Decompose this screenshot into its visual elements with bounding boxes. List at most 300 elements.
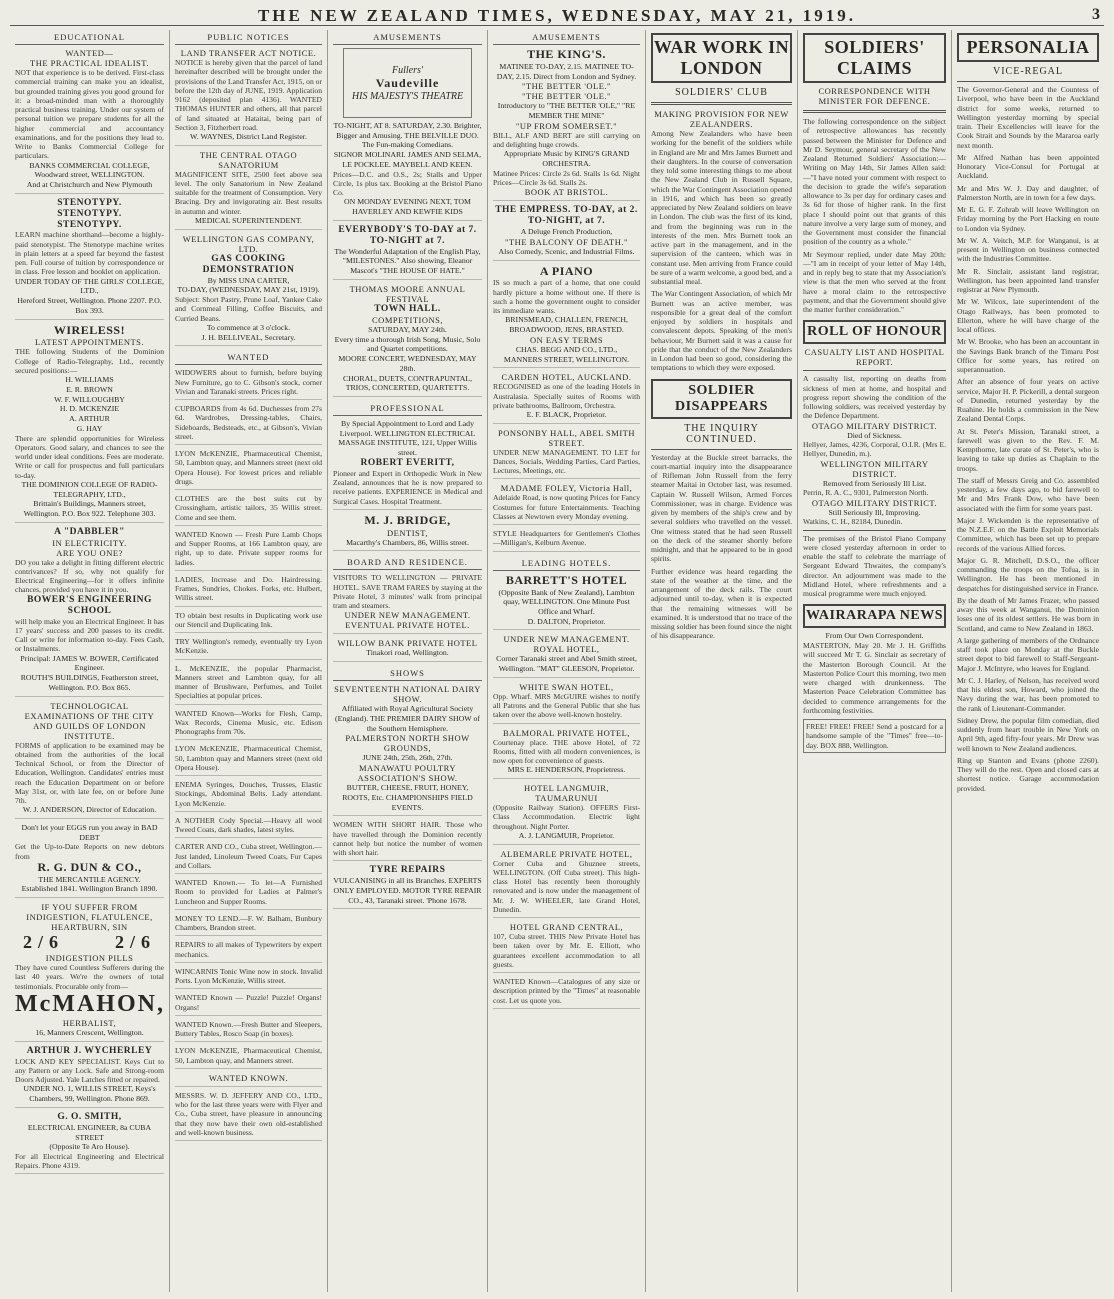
personalia-item: Ring up Stanton and Evans (phone 2260). They will do the rest. Open and closed cars at shortest notice. Garage accommodation provided. [957, 755, 1099, 793]
wanted-text: ENEMA Syringes, Douches, Trusses, Elastic Stockings, Abdominal Belts. Lady attendant. Lyon McKenzie. [175, 780, 322, 808]
wanted-item [175, 780, 322, 812]
gas-demo-by: By MISS UNA CARTER, [207, 275, 290, 285]
personalia-item: The staff of Messrs Greig and Co. assembled yesterday, a few days ago, to bid farewell to Mr and Mrs Frank Dow, who have been associated with the firm for some years past. [957, 475, 1099, 513]
wireless-name: A. ARTHUR [69, 414, 110, 424]
dun-company-name: R. G. DUN & CO., [37, 859, 142, 874]
wanted-item [175, 940, 322, 963]
wanted-text: MONEY TO LEND.—F. W. Balham, Bunbury Chambers, Brandon street. [175, 913, 322, 932]
divider [803, 370, 946, 371]
wanted-item [175, 709, 322, 741]
langmuir-signature: A. J. LANGMUIR, Proprietor. [518, 830, 615, 840]
dun-established: Established 1841. Wellington Branch 1890. [21, 884, 158, 894]
wanted-text: WANTED Known.— To let—A Furnished Room to provided for Ladies at Palmer's Luncheon and Supper Rooms. [175, 878, 322, 906]
madame-body: Adelaide Road, is now quoting Prices for Fancy Costumes for future Entertainments. Teaching Classes at Newtown every Monday evening. [493, 493, 640, 521]
smith-name: G. O. SMITH, [57, 1111, 122, 1122]
kings-heading: THE KING'S. [527, 47, 606, 61]
style-ad [493, 529, 640, 552]
price-right: 2/6 [114, 932, 156, 953]
wycherley-body: LOCK AND KEY SPECIALIST. Keys Cut to any Pattern or any Lock. Safe and Strong-room Doors Adjusted. Yale Latches fitted or repaired. [15, 1056, 164, 1085]
empress-show: "THE BALCONY OF DEATH." [505, 236, 628, 247]
divider [651, 102, 792, 105]
wireless-name: H. D. MCKENZIE [59, 404, 120, 414]
grand-heading: HOTEL GRAND CENTRAL, [509, 922, 624, 933]
wanted-text: WANTED Known—Works for Flesh, Camp, Wax Records, Cinema Music, etc. Edison Phonographs from 70s. [175, 708, 322, 736]
royal-hotel-ad [493, 634, 640, 677]
wanted-header: WANTED [175, 350, 322, 365]
pills-name: INDIGESTION PILLS [45, 953, 134, 964]
dominion-college-name: THE DOMINION COLLEGE OF RADIO-TELEGRAPHY, LTD., [21, 479, 158, 499]
willow-heading: WILLOW BANK PRIVATE HOTEL [337, 638, 478, 649]
wellington-names: Perrin, R. A. C., 9301, Palmerston North. [803, 488, 929, 498]
column-soldiers-claims [798, 30, 952, 1292]
wanted-text: LYON McKENZIE, Pharmaceutical Chemist, 50, Lambton quay, and Manners street. [175, 1046, 322, 1065]
divider [957, 81, 1099, 82]
wanted-item [175, 1073, 322, 1087]
making-body-2: The War Contingent Association, of which Mr Burnett was an active member, was responsible for a great deal of the comfort enjoyed by soldiers in hospitals and convalescent depots. Speaking of the men's behaviour, Mr Burnett said it was a cause for pride that the conduct of the New Zealanders in London had been so good, considering the temptations to which they were exposed. [651, 289, 792, 373]
manawatu-body: BUTTER, CHEESE, FRUIT, HONEY, ROOTS, Etc. CHAMPIONSHIPS FIELD EVENTS. [342, 783, 473, 812]
wireless-name: G. HAY [76, 423, 103, 433]
gas-demo-ad [175, 234, 322, 347]
column-header: AMUSEMENTS [493, 30, 640, 45]
manawatu-heading: MANAWATU POULTRY ASSOCIATION'S SHOW. [357, 763, 458, 784]
wycherley-ad [15, 1046, 164, 1108]
wireless-heading: WIRELESS! [53, 322, 126, 337]
wanted-text: CUPBOARDS from 4s 6d. Duchesses from 27s 6d. Wardrobes, Dressing-tables, Chairs, Sideboards, Bedsteads, etc., at Gibson's, Vivian street. [175, 404, 322, 441]
bridge-dentist-ad [333, 514, 482, 552]
column-amusements-left [328, 30, 488, 1292]
moore-concert: MOORE CONCERT, WEDNESDAY, MAY 28th. [338, 354, 477, 373]
barretts-heading: BARRETT'S HOTEL [505, 572, 628, 587]
balmoral-heading: BALMORAL PRIVATE HOTEL, [503, 727, 630, 738]
personalia-item: Mr C. J. Harley, of Nelson, has received word that his eldest son, Howard, who joined the Navy during the war, has been promoted to the rank of Lieutenant-Commander. [957, 675, 1099, 713]
fullers-monday: ON MONDAY EVENING NEXT, TOM HAVERLEY AND KEWFIE KIDS [344, 197, 471, 217]
wanted-text: TRY Wellington's remedy, eventually try Lyon McKenzie. [175, 637, 322, 656]
smith-body: For all Electrical Engineering and Electrical Repairs. Phone 4319. [15, 1151, 164, 1171]
soldiers-claims-subtitle: CORRESPONDENCE WITH MINISTER FOR DEFENCE. [818, 86, 931, 106]
personalia-item: After an absence of four years on active service, Major H. P. Pickerill, a dental surgeon of Dunedin, returned yesterday by the Ruahine. He holds a commission in the New Zealand Dental Corps. [957, 377, 1099, 424]
wanted-item [175, 744, 322, 776]
carden-heading: CARDEN HOTEL, AUCKLAND. [501, 372, 632, 383]
wellington-sub: Removed from Seriously Ill List. [822, 478, 927, 488]
personalia-item: Mr E. G. F. Zohrab will leave Wellington on Friday morning by the Port Hacking en route to London via Sydney. [957, 205, 1099, 233]
wanted-text: A NOTHER Cody Special.—Heavy all wool Tweed Coats, dark shades, latest styles. [175, 815, 322, 834]
style-body: STYLE Headquarters for Gentlemen's Clothes—Milligan's, Kelburn Avenue. [493, 529, 640, 548]
otago-heading: OTAGO MILITARY DISTRICT. [811, 420, 938, 431]
personalia-item: Mr W. Brooke, who has been an accountant in the Savings Bank branch of the Timaru Post Office for some years, has retired on superannuation. [957, 337, 1099, 374]
divider [803, 110, 946, 113]
dabbler-body: DO you take a delight in fitting different electric contrivances? If so, why not qualify for Electrical Engineering—for it offers infinite chances, provided you have it in you. [15, 557, 164, 595]
kings-show2: "UP FROM SOMERSET." [515, 120, 618, 131]
wanted-text: TO obtain best results in Duplicating work use our Stencil and Duplicating Ink. [175, 610, 322, 629]
roll-of-honour-subtitle: CASUALTY LIST AND HOSPITAL REPORT. [804, 347, 945, 368]
otago2-heading: OTAGO MILITARY DISTRICT. [811, 497, 938, 508]
wanted-item [175, 575, 322, 607]
stenotypy-word: STENOTYPY. [57, 197, 122, 208]
wanted-item [175, 967, 322, 990]
gas-company-heading: WELLINGTON GAS COMPANY, LTD. [182, 233, 315, 254]
tyre-body: VULCANISING in all its Branches. EXPERTS ONLY EMPLOYED. MOTOR TYRE REPAIR CO., 43, Taranaki street. 'Phone 1678. [333, 876, 482, 905]
logo-mid-text: Vaudeville [375, 75, 440, 90]
tyre-repairs-ad [333, 865, 482, 909]
gas-demo-signature: J. H. BELLIVEAL, Secretary. [201, 332, 296, 342]
willow-bank-ad [333, 638, 482, 662]
wanted-text: CARTER AND CO., Cuba street, Wellington.—Just landed, Linoleum Tweed Coats, Fur Capes and Collars. [175, 842, 322, 870]
everitt-desc: Pioneer and Expert in Orthopedic Work in New Zealand, announces that he is now prepared to receive patients. EXPERIENCE in Medical and Surgical Cases. Hospital Treatment. [333, 468, 482, 506]
stenotypy-body: LEARN machine shorthand—become a highly-paid stenotypist. The Stenotype machine writes in plain letters at a speed far beyond the fastest pen. Full course of tuition by correspondence or in class. Free lesson and booklet on application. [15, 230, 164, 277]
kings-book: BOOK AT BRISTOL. [524, 187, 609, 198]
grand-body: 107, Cuba street. THIS New Private Hotel has been taken over by Mr. E. Elliott, who guarantees excellent accommodation to all guests. [493, 932, 640, 969]
empress-sub: A Deluge French Production, [520, 227, 613, 237]
barretts-signature: D. DALTON, Proprietor. [527, 616, 606, 626]
bristol-body: The premises of the Bristol Piano Company were closed yesterday afternoon in order to enable the staff to celebrate the marriage of Sergeant Edward Thwaites, the company's director. An adjournment was made to the Midland Hotel, where refreshments and a musical programme were much enjoyed. [803, 533, 946, 599]
claims-body: The following correspondence on the subject of retrospective allowances has recently passed between the Minister for Defence and Mr D. Seymour, general secretary of the New Zealand Returned Soldiers' Association:— Writing on May 14th, Sir James Allen said:—"I have noted your comment with respect to the decision to grade the wife's separation allowance to 3s per day for ordinary cases and 3s 6d for those of higher rank. In the first place I should point out that grants of this nature involve a very large sum of money, and the Government must consider the financial position of the country as a whole." [803, 117, 946, 247]
wanted-text: LADIES, Increase and Do. Hairdressing. Frames, Sundries, Chokes. Forks, etc. Hulbert, Willis street. [175, 574, 322, 603]
column-header: EDUCATIONAL [15, 30, 164, 45]
moore-list: CHORAL, DUETS, CONTRAPUNTAL, TRIOS, CONCERTED, QUARTETTS. [342, 373, 473, 393]
women-short-hair [333, 820, 482, 861]
disappears-body-2: Further evidence was heard regarding the state of the weather at the time, and the arrangement of the deck rails. The court adjourned until to-day, when it is expected that the remaining witnesses will be examined. It is understood that no trace of the missing soldier has been found since the night of his disappearance. [651, 566, 792, 641]
bowers-school-name: BOWER'S ENGINEERING SCHOOL [27, 594, 152, 616]
langmuir-hotel-ad [493, 783, 640, 844]
price-row [15, 932, 164, 953]
board-header: BOARD AND RESIDENCE. [333, 555, 482, 570]
sanatorium-body: MAGNIFICENT SITE, 2500 feet above sea level. The only Sanatorium in New Zealand suitable for the treatment of Consumption. Very Bracing. Dry and invigorating air. Best results in autumn and winter. [175, 169, 322, 216]
ponsonby-heading: PONSONBY HALL, ABEL SMITH STREET. [497, 427, 636, 448]
wanted-text: CLOTHES are the best suits cut by Crossingham, artistic tailors, 35 Willis street. Come and see them. [175, 494, 322, 522]
ponsonby-body: UNDER NEW MANAGEMENT. TO LET for Dances, Socials, Wedding Parties, Card Parties, Lectures, Meetings, etc. [493, 447, 640, 476]
personalia-item: A large gathering of members of the Ordnance staff took place on Monday at the Buckle street depot to bid farewell to Staff-Sergeant-Major J. McIntyre, who leaves for England. [957, 635, 1099, 673]
shows-header: SHOWS [333, 666, 482, 681]
wanted-item [175, 914, 322, 937]
moore-venue: TOWN HALL. [374, 303, 441, 314]
wanted-text: WANTED Known.—Fresh Butter and Sleepers, Buttery Tables, Rosco Soap (in boxes). [175, 1019, 322, 1038]
column-public-notices [170, 30, 328, 1292]
wireless-name: W. F. WILLOUGHBY [54, 394, 125, 404]
madame-heading: MADAME FOLEY, Victoria Hall, [500, 483, 633, 494]
carden-body: RECOGNISED as one of the leading Hotels in Australasia. Specially suites of Rooms with private bathrooms, Ballroom, Orchestra. [493, 382, 640, 410]
wanted-text: LYON McKENZIE, Pharmaceutical Chemist, 50, Lambton quay, and Manners street (next old Opera House). For lowest prices and reliable drugs. [175, 449, 322, 486]
kings-show: "THE BETTER 'OLE." [522, 91, 611, 102]
wanted-text: LYON McKENZIE, Pharmaceutical Chemist, 50, Lambton quay and Manners street (next old Opera House). [175, 744, 322, 772]
piano-address: MANNERS STREET, WELLINGTON. [503, 354, 630, 364]
vice-regal-subtitle: VICE-REGAL [993, 66, 1063, 77]
page-number: 3 [1092, 6, 1100, 23]
practical-idealist-ad [15, 48, 164, 194]
royal-body: Corner Taranaki street and Abel Smith street, Wellington. "MAT" GLEESON, Proprietor. [496, 654, 637, 674]
everitt-ad [333, 419, 482, 510]
soldiers-claims-title: SOLDIERS' CLAIMS [803, 33, 946, 83]
column-header: PUBLIC NOTICES [175, 30, 322, 45]
personalia-item: Major G. R. Mitchell, D.S.O., the officer commanding the troops on the Tofua, is in Wellington. He has been mentioned in despatches for distinguished service in France. [957, 555, 1099, 593]
wireless-ad [15, 324, 164, 523]
personalia-item: At St. Peter's Mission, Taranaki street, a farewell was given to the Rev. F. M. Kempthorne, late curate of St. Peter's, who is leaving to take up duties as Chaplain to the troops. [957, 426, 1099, 473]
personalia-item: The Governor-General and the Countess of Liverpool, who have been in the Auckland district for some weeks, returned to Wellington yesterday morning by special train. Their Excellencies will leave for the Cook Strait and Sounds by the Mararoa early next month. [957, 85, 1099, 150]
indigestion-ad [15, 902, 164, 1041]
banks-college-name: BANKS COMMERCIAL COLLEGE, [29, 160, 150, 170]
dabbler-question: ARE YOU ONE? [56, 547, 123, 558]
wanted-text: WIDOWERS about to furnish, before buying New Furniture, go to C. Gibson's stock, corner Vivian and Taranaki streets. Prices right. [175, 368, 322, 396]
banks-college-address: Woodward street, WELLINGTON. [34, 170, 145, 180]
dun-ad [15, 823, 164, 898]
empress-also: Also Comedy, Scenic, and Industrial Films. [498, 246, 635, 256]
stenotypy-word: STENOTYPY. [57, 208, 122, 219]
dairy-body: Affiliated with Royal Agricultural Society (England). THE PREMIER DAIRY SHOW of the Southern Hemisphere. [335, 704, 480, 733]
albemarle-heading: ALBEMARLE PRIVATE HOTEL, [500, 848, 633, 859]
wanted-text: L. McKENZIE, the popular Pharmacist, Manners street and Lambton quay, for all manner of Brushware, Perfumes, and Toilet Specialties at popular prices. [175, 663, 322, 701]
dabbler-subheading: IN ELECTRICITY. [52, 537, 127, 548]
wireless-name: E. R. BROWN [66, 384, 113, 394]
wanted-item [175, 878, 322, 910]
war-work-title: WAR WORK IN LONDON [651, 33, 792, 83]
albemarle-hotel-ad [493, 849, 640, 919]
empress-heading: THE EMPRESS. TO-DAY, at 2. TO-NIGHT, at 7. [495, 205, 638, 227]
balmoral-body: Courtenay place. THE above Hotel, of 72 Rooms, fitted with all modern conveniences, is now open for convenience of guests. [493, 737, 640, 766]
stenotypy-word: STENOTYPY. [57, 219, 122, 230]
dairy-date: JUNE 24th, 25th, 26th, 27th. [362, 753, 453, 763]
wanted-item [175, 1091, 322, 1141]
piano-easy: ON EASY TERMS [529, 334, 604, 345]
land-transfer-body: NOTICE is hereby given that the parcel of land hereinafter described will be brought under the provisions of the Land Transfer Act, 1915, on or before the 12th day of JUNE, 1919. Application 9162 (deposited plan 4136). WANTED THOMAS HUNTER and others, all that parcel of land situated at Hataitai, being part of Section 3, Fitzherbert road. [175, 58, 322, 132]
kings-music: Appropriate Music by KING'S GRAND ORCHESTRA. [503, 149, 630, 168]
soldier-disappears-title: SOLDIER DISAPPEARS [651, 379, 792, 419]
under-management: UNDER NEW MANAGEMENT. [344, 610, 471, 621]
newspaper-title: THE NEW ZEALAND TIMES, WEDNESDAY, MAY 21, 1919. [257, 6, 857, 25]
land-transfer-notice [175, 48, 322, 146]
carden-signature: E. F. BLACK, Proprietor. [526, 410, 607, 419]
land-transfer-heading: LAND TRANSFER ACT NOTICE. [180, 48, 317, 58]
grand-central-ad [493, 922, 640, 973]
price-left: 2/6 [23, 932, 65, 953]
everybodys-heading: EVERYBODY'S TO-DAY at 7. TO-NIGHT at 7. [338, 224, 477, 246]
tech-exam-notice [15, 701, 164, 819]
column-educational [10, 30, 170, 1292]
wireless-subheading: LATEST APPOINTMENTS. [34, 337, 145, 348]
ponsonby-hall-ad [493, 428, 640, 480]
otago2-names: Watkins, C. H., 82184, Dunedin. [803, 517, 903, 527]
wanted-text: WINCARNIS Tonic Wine now in stock. Invalid Ports. Lyon McKenzie, Willis street. [175, 966, 322, 985]
piano-body: IS so much a part of a home, that one could hardly picture a home without one. If there is such a home the government ought to consider its immediate wants. [493, 278, 640, 316]
kings-prices: Matinee Prices: Circle 2s 6d. Stalls 1s 6d. Night Prices—Circle 3s 6d. Stalls 2s. [493, 168, 640, 187]
otago-names: Hellyer, James, 4236, Corporal, O.I.R. (Mrs E. Hellyer, Dunedin, m.). [803, 440, 946, 459]
white-swan-ad [493, 682, 640, 724]
divider [651, 449, 792, 450]
catalogues-ad [493, 977, 640, 1009]
otago2-sub: Still Seriously Ill, Improving. [828, 507, 921, 517]
disappears-body: Yesterday at the Buckle street barracks, the court-martial inquiry into the disappearance of Rifleman John Russell from the ferry steamer Maitai in October last, was resumed. Captain W. Russell Wilson, Armed Forces Commissioner, was in charge. Evidence was given by members of the ship's crew and by several soldiers who travelled on the vessel. One witness stated that he had seen Russell on the deck of the steamer shortly before midnight, and that he appeared to be in good spirits. [651, 452, 792, 564]
wanted-item [175, 637, 322, 660]
barretts-body: (Opposite Bank of New Zealand), Lambton quay, WELLINGTON. One Minute Post Office and Wharf. [498, 587, 635, 616]
ad-heading: WANTED— [65, 48, 114, 58]
smith-title: ELECTRICAL ENGINEER, 8a CUBA STREET [27, 1122, 152, 1142]
women-body: WOMEN WITH SHORT HAIR. Those who have travelled through the Dominion recently cannot help but notice the number of women with short hair. [333, 820, 482, 858]
everybodys-body: The Wonderful Adaptation of the English Play, "MILESTONES." Also showing, Eleanor Mascot's "THE HOUSE OF HATE." [334, 246, 481, 276]
mcmahon-address: 16, Manners Crescent, Wellington. [35, 1027, 144, 1037]
piano-brands: BRINSMEAD, CHALLEN, FRENCH, BROADWOOD, JENS, BRASTED. [505, 315, 628, 335]
wairarapa-sub: From Our Own Correspondent. [825, 631, 924, 641]
empress-ad [493, 205, 640, 260]
albemarle-body: Corner Cuba and Ghuznee streets, WELLINGTON. (Off Cuba street). This high-class Hotel has recently been thoroughly renovated and is now under the management of Mr. J. W. WHEELER, late Grand Hotel, Dunedin. [493, 858, 640, 914]
stenotypy-address: Hereford Street, Wellington. Phone 2207. P.O. Box 393. [17, 296, 162, 315]
kings-also: BILL, ALF AND BERT are still carrying on and delighting huge crowds. [493, 130, 640, 149]
bridge-name: M. J. BRIDGE, [364, 512, 451, 527]
stenotypy-ad [15, 198, 164, 320]
barretts-hotel-ad [493, 574, 640, 631]
wanted-item [175, 1046, 322, 1069]
wireless-body: THE following Students of the Dominion College of Radio-Telegraphy, Ltd., recently secured positions:— [15, 347, 164, 375]
banks-college-branch: And at Christchurch and New Plymouth [26, 179, 153, 189]
ad-subheading: THE PRACTICAL IDEALIST. [30, 58, 149, 68]
personalia-title: PERSONALIA [957, 33, 1099, 62]
dabbler-heading: A "DABBLER" [54, 526, 125, 537]
personalia-item: Mr R. Sinclair, assistant land registrar, Wellington, has been appointed land transfer registrar at New Plymouth. [957, 266, 1099, 294]
wanted-text: WANTED KNOWN. [208, 1072, 289, 1083]
royal-heading: UNDER NEW MANAGEMENT. ROYAL HOTEL, [503, 634, 630, 655]
personalia-item: Sidney Drew, the popular film comedian, died suddenly from heart trouble in New York on April 9th, aged fifty-four years. Mr Drew was well known to New Zealand audiences. [957, 715, 1099, 753]
bridge-title: DENTIST, [387, 527, 428, 538]
sanatorium-apply: MEDICAL SUPERINTENDENT. [195, 215, 302, 225]
carden-hotel-ad [493, 372, 640, 423]
tech-exam-signature: W. J. ANDERSON, Director of Education. [22, 805, 157, 815]
dun-agency: THE MERCANTILE AGENCY. [38, 874, 141, 884]
wanted-item [175, 816, 322, 839]
roll-of-honour-title: ROLL OF HONOUR [803, 320, 946, 344]
wanted-item [175, 404, 322, 445]
wanted-text: WANTED Known — Puzzle! Puzzle! Organs! Organs! [175, 993, 322, 1012]
wanted-item [175, 611, 322, 634]
gas-demo-title: GAS COOKING DEMONSTRATION [202, 253, 295, 275]
everybodys-ad [333, 225, 482, 280]
everitt-body: By Special Appointment to Lord and Lady Liverpool. WELLINGTON ELECTRICAL MASSAGE INSTITUTE, 121, Upper Willis street. [338, 419, 477, 458]
bridge-address: Macarthy's Chambers, 86, Willis street. [346, 537, 469, 547]
making-body: Among New Zealanders who have been working for the benefit of the soldiers while in England are Mr and Mrs James Burnett and their daughters. In the course of conversation they told some interesting things to me about the New Zealand Club in Russell Square, which the War Contingent Association opened in 1916, and which has been so greatly appreciated by New Zealand soldiers on leave in London. The club was the first of its kind, and from the beginning was run in the interests of the men. Mrs Burnett took an active part in the management, and in the supervision of the canteen, which was in constant use. Men arriving from France could be sure of a warm welcome, a good bed, and a substantial meal. [651, 129, 792, 286]
wanted-item [175, 494, 322, 526]
smith-ad [15, 1112, 164, 1175]
gas-demo-time: To commence at 3 o'clock. [206, 322, 291, 332]
bowers-body: will help make you an Electrical Engineer. It has 17 years' success and 200 passes to its credit. Call or write for information to-day. Fees Cash, or Instalments. [15, 616, 164, 654]
claims-body-2: Mr Seymour replied, under date May 20th:—"I am in receipt of your letter of May 14th, and in reply beg to state that my Association's view is that the men who served at the front have a moral claim to the retrospective payment, and that the Government should give the matter further consideration." [803, 249, 946, 314]
madame-foley-ad [493, 483, 640, 525]
balmoral-signature: MRS E. HENDERSON, Proprietress. [507, 765, 626, 775]
mcmahon-name: McMAHON, [15, 990, 165, 1017]
otago-died: Died of Sickness. [847, 430, 902, 440]
tyre-heading: TYRE REPAIRS [369, 865, 446, 876]
free-sample-text: FREE! FREE! FREE! Send a postcard for a handsome sample of the "Times" free—to-day. BOX 888, Wellington. [806, 722, 943, 750]
bowers-principal: Principal: JAMES W. BOWER, Certificated Engineer. [20, 653, 159, 673]
moore-body: Every time a thorough Irish Song, Music, Solo and Quartet competitions. [334, 334, 481, 354]
personalia-item: Mr Alfred Nathan has been appointed Honorary Vice-Consul for Portugal at Auckland. [957, 152, 1099, 181]
column-amusements-right [488, 30, 646, 1292]
column-war-work [646, 30, 798, 1292]
pills-body: They have cured Countless Sufferers during the last 40 years. We're the owners of total testimonials. Procurable only from— [15, 963, 164, 991]
langmuir-heading: HOTEL LANGMUIR, TAUMARUNUI [523, 783, 610, 804]
moore-festival-ad [333, 284, 482, 397]
ad-body: NOT that experience is to be derived. First-class commercial training can make you an idealist, but grounded training gives you good ground for it: a broad-minded man with a thoroughly practical business training. Under our system of personal tuition we prepare students for all the higher commercial and accountancy examinations, and for the positions they lead to. Write to Banks Commercial College for particulars. [15, 68, 164, 161]
wellington-heading: WELLINGTON MILITARY DISTRICT. [820, 458, 929, 479]
wairarapa-title: WAIRARAPA NEWS [803, 604, 946, 628]
wycherley-address: UNDER NO. 1, WILLIS STREET, Keys's Chambers, 99, Wellington. Phone 869. [23, 1084, 156, 1104]
catalogues-body: WANTED Known—Catalogues of any size or description printed by the "Times" at reasonable cost. Let us quote you. [493, 977, 640, 1005]
free-sample-box [803, 719, 946, 753]
logo-bottom-text: HIS MAJESTY'S THEATRE [351, 90, 464, 102]
masthead [10, 6, 1104, 26]
piano-ad [493, 265, 640, 369]
gas-demo-subject: Subject: Short Pastry, Prune Loaf, Yankee Cake and Cornmeal Filling, Coffee Biscuits, and Curried Beans. [175, 295, 322, 323]
indigestion-heading: IF YOU SUFFER FROM INDIGESTION, FLATULENCE, HEARTBURN, SIN [26, 902, 153, 933]
board-ad [333, 573, 482, 634]
dairy-show-ad [333, 684, 482, 816]
willow-address: Tinakori road, Wellington. [366, 648, 449, 658]
fullers-vaudeville-logo [343, 48, 472, 118]
langmuir-body: (Opposite Railway Station). OFFERS First-Class Accommodation. Electric light throughout. Night Porter. [493, 803, 640, 831]
wanted-text: WANTED Known — Fresh Pure Lamb Chops and Supper Rooms, at 166 Lambton quay, are right, up to date. Private supper rooms for ladies. [175, 529, 322, 567]
making-heading: MAKING PROVISION FOR NEW ZEALANDERS. [654, 109, 789, 129]
dairy-heading: SEVENTEENTH NATIONAL DAIRY SHOW. [334, 684, 481, 705]
personalia-item: Mr W. Wilcox, late superintendent of the Otago Railways, has been promoted to Ellerton, where he will have charge of the local offices. [957, 297, 1099, 334]
wireless-name: H. WILLIAMS [65, 375, 114, 385]
piano-heading: A PIANO [539, 263, 594, 278]
soldier-disappears-subtitle: THE INQUIRY CONTINUED. [684, 422, 759, 445]
wanted-item [175, 449, 322, 490]
personalia-item: Mr W. A. Veitch, M.P. for Wanganui, is at present in Wellington on business connected with the Industries Committee. [957, 235, 1099, 264]
board-body: VISITORS TO WELLINGTON — PRIVATE HOTEL. SAVE TRAM FARES by staying at the Private Hotel, 3 minutes' walk from principal tram and steamers. [333, 573, 482, 611]
moore-date: SATURDAY, MAY 24th. [368, 324, 447, 334]
personalia-item: Mr and Mrs W. J. Day and daughter, of Palmerston North, are in town for a few days. [957, 183, 1099, 202]
wanted-item [175, 664, 322, 705]
fullers-body: TO-NIGHT, AT 8. SATURDAY, 2.30. Brighter, Bigger and Amusing. THE BELVILLE DUO. The Fun-making Comedians. [333, 121, 482, 150]
balmoral-hotel-ad [493, 728, 640, 779]
kings-body: MATINEE TO-DAY, 2.15. MATINEE TO-DAY, 2.15. Direct from London and Sydney. [496, 61, 637, 81]
herbalist-title: HERBALIST, [62, 1017, 117, 1028]
whiteswan-heading: WHITE SWAN HOTEL, [519, 681, 614, 692]
kings-theatre-ad [493, 48, 640, 201]
tech-exam-body: FORMS of application to be examined may be obtained from the authorities of the local Technical School, or from the Director of Education, Wellington. Candidates' entries must reach the Education Department on or before May 31st, or, with late fee, on or before June 7th. [15, 740, 164, 805]
wanted-item [175, 993, 322, 1016]
wanted-item [175, 530, 322, 571]
dominion-college-address: Brittain's Buildings, Manners street, Wellington. P.O. Box 922. Telephone 303. [23, 499, 156, 519]
wanted-text: MESSRS. W. D. JEFFERY AND CO., LTD., who for the last three years were with Flyer and Co., Cuba street, have pleasure in announcing that they now have their own old-established and well-known business. [175, 1090, 322, 1137]
land-transfer-signature: W. WAYNES, District Land Register. [190, 132, 307, 141]
fullers-prices: Prices—D.C. and O.S., 2s; Stalls and Upper Circle, 1s plus tax. Booking at the Bristol Piano Co. [333, 169, 482, 198]
wanted-item [175, 1020, 322, 1043]
wycherley-name: ARTHUR J. WYCHERLEY [26, 1045, 153, 1056]
smith-note: (Opposite Te Aro House). [49, 1142, 130, 1152]
kings-show: "THE BETTER 'OLE." [522, 81, 611, 92]
dairy-venue: PALMERSTON NORTH SHOW GROUNDS, [345, 733, 470, 754]
stenotypy-school: UNDER TODAY OF THE GIRLS' COLLEGE, LTD., [15, 276, 164, 296]
personalia-item: Major J. Wickenden is the representative of the N.Z.E.F. on the Battle Exploit Memorials Committee, which has been set up to prepare records of the various Allied forces. [957, 515, 1099, 553]
dabbler-ad [15, 527, 164, 697]
dun-lead: Don't let your EGGS run you away in BAD DEBT [21, 822, 158, 842]
moore-heading: THOMAS MOORE ANNUAL FESTIVAL [349, 283, 466, 304]
honour-body: A casualty list, reporting on deaths from sickness of men at home, and hospital and progress report showing the condition of the following soldiers, was received yesterday by the Defence Department. [803, 374, 946, 421]
soldiers-club-subtitle: SOLDIERS' CLUB [675, 87, 768, 98]
column-personalia [952, 30, 1104, 1292]
whiteswan-body: Opp. Wharf. MRS McGUIRE wishes to notify all Patrons and the General Public that she has taken over the above well-known hostelry. [493, 691, 640, 720]
moore-competitions: COMPETITIONS, [372, 314, 443, 325]
wanted-text: REPAIRS to all makes of Typewriters by expert mechanics. [175, 940, 322, 959]
sanatorium-heading: THE CENTRAL OTAGO SANATORIUM [199, 149, 298, 170]
personalia-item: By the death of Mr James Frazer, who passed away this week at Wanganui, the Dominion loses one of its oldest settlers. He was born in Scotland, and came to New Zealand in 1863. [957, 595, 1099, 633]
kings-intro: Introductory to "THE BETTER 'OLE," "RE MEMBER THE MINE" [497, 101, 636, 120]
fullers-ad [333, 121, 482, 221]
dun-body: Get the Up-to-Date Reports on new debtors from [15, 842, 164, 861]
bowers-address: ROUTH'S BUILDINGS, Featherston street, Wellington. P.O. Box 865. [20, 673, 159, 692]
fullers-acts: SIGNOR MOLINARI. JAMES AND SELMA, LE POCKLEE. MAYBELL AND KEEN. [333, 150, 482, 169]
divider [803, 530, 946, 531]
leading-hotels-header: LEADING HOTELS. [493, 556, 640, 571]
piano-dealer: CHAS. BEGG AND CO., LTD., [515, 344, 618, 354]
wanted-item [175, 842, 322, 874]
